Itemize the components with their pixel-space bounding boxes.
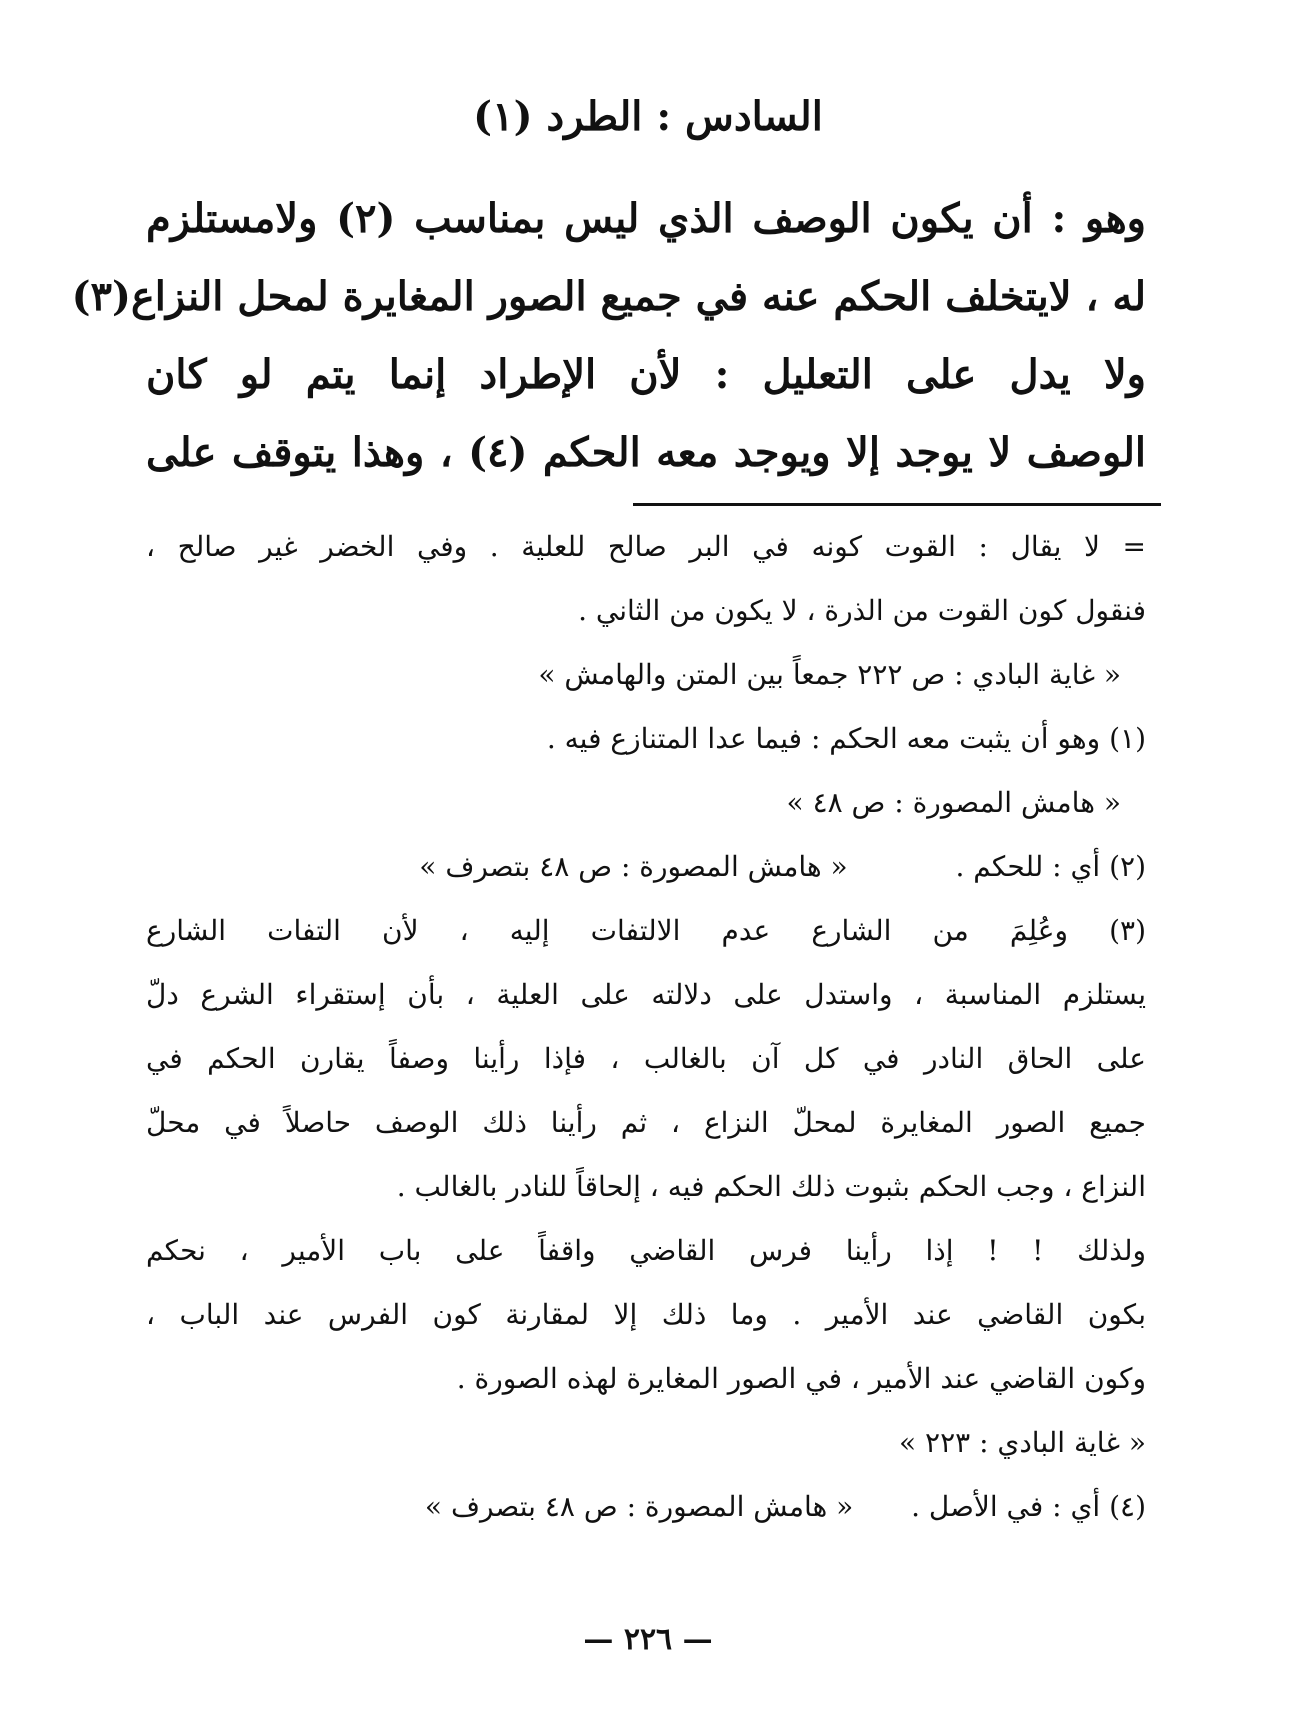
main-line-4: الوصف لا يوجد إلا ويوجد معه الحكم (٤) ، وهذا يتوقف على	[146, 429, 1146, 476]
footnote-3-line-5: النزاع ، وجب الحكم بثبوت ذلك الحكم فيه ، إلحاقاً للنادر بالغالب .	[396, 1170, 1146, 1203]
continued-footnote-line-1: = لا يقال : القوت كونه في البر صالح للعلية . وفي الخضر غير صالح ،	[146, 530, 1146, 563]
footnote-3-line-7: بكون القاضي عند الأمير . وما ذلك إلا لمقارنة كون الفرس عند الباب ،	[146, 1298, 1146, 1331]
main-line-3: ولا يدل على التعليل : لأن الإطراد إنما يتم لو كان	[146, 351, 1146, 398]
footnote-1-text: (١) وهو أن يثبت معه الحكم : فيما عدا المتنازع فيه .	[546, 722, 1146, 755]
footnote-3-line-6: ولذلك ! ! إذا رأينا فرس القاضي واقفاً على باب الأمير ، نحكم	[146, 1234, 1146, 1267]
footnote-separator-rule	[633, 503, 1161, 506]
footnote-2-source: « هامش المصورة : ص ٤٨ بتصرف »	[419, 850, 848, 883]
footnote-3-line-8: وكون القاضي عند الأمير ، في الصور المغايرة لهذه الصورة .	[456, 1362, 1146, 1395]
footnote-3-line-2: يستلزم المناسبة ، واستدل على دلالته على العلية ، بأن إستقراء الشرع دلّ	[146, 978, 1146, 1011]
footnote-3-line-1: (٣) وعُلِمَ من الشارع عدم الالتفات إليه ، لأن التفات الشارع	[146, 914, 1146, 947]
footnote-3-line-3: على الحاق النادر في كل آن بالغالب ، فإذا رأينا وصفاً يقارن الحكم في	[146, 1042, 1146, 1075]
main-line-1: وهو : أن يكون الوصف الذي ليس بمناسب (٢) ولامستلزم	[146, 195, 1146, 242]
footnote-3-source: « غاية البادي : ٢٢٣ »	[899, 1426, 1146, 1459]
continued-footnote-line-2: فنقول كون القوت من الذرة ، لا يكون من الثاني .	[578, 594, 1146, 627]
continued-footnote-source: « غاية البادي : ص ٢٢٢ جمعاً بين المتن والهامش »	[538, 658, 1121, 691]
section-heading: السادس : الطرد (١)	[473, 93, 823, 140]
footnote-2	[146, 835, 1146, 899]
footnote-4-text: (٤) أي : في الأصل .	[911, 1490, 1146, 1523]
footnote-3-line-4: جميع الصور المغايرة لمحلّ النزاع ، ثم رأينا ذلك الوصف حاصلاً في محلّ	[146, 1106, 1146, 1139]
main-paragraph	[71, 180, 1146, 492]
main-line-2: له ، لايتخلف الحكم عنه في جميع الصور المغايرة لمحل النزاع(٣)	[71, 273, 1146, 320]
footnote-4	[146, 1475, 1146, 1539]
footnotes	[146, 515, 1146, 1539]
footnote-1-source: « هامش المصورة : ص ٤٨ »	[786, 786, 1121, 819]
page-number: — ٢٢٦ —	[583, 1622, 713, 1657]
footnote-2-text: (٢) أي : للحكم .	[955, 850, 1146, 883]
footnote-4-source: « هامش المصورة : ص ٤٨ بتصرف »	[424, 1490, 854, 1523]
